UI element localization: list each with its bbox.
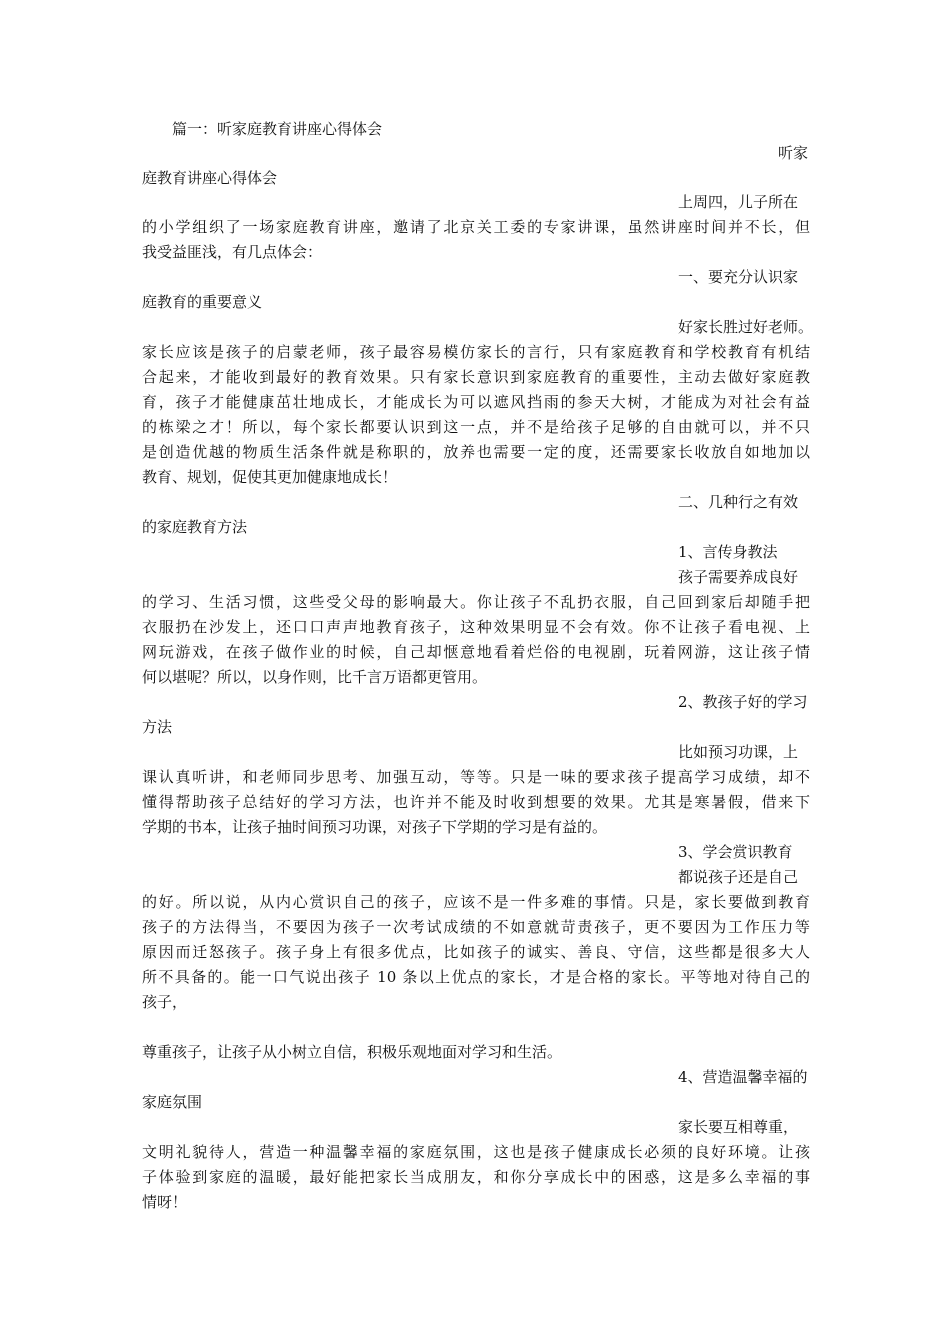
text-line: 文明礼貌待人，营造一种温馨幸福的家庭氛围，这也是孩子健康成长必须的良好环境。让孩 [142, 1143, 810, 1161]
text-line: 家长要互相尊重， [678, 1118, 799, 1136]
text-line: 情呀！ [142, 1193, 188, 1211]
text-line: 学期的书本，让孩子抽时间预习功课，对孩子下学期的学习是有益的。 [142, 818, 608, 836]
subsection-heading-cont: 方法 [142, 718, 173, 736]
text-line: 尊重孩子，让孩子从小树立自信，积极乐观地面对学习和生活。 [142, 1043, 563, 1061]
subsection-heading: 4、营造温馨幸福的 [678, 1068, 808, 1086]
text-line: 衣服扔在沙发上，还口口声声地教育孩子，这种效果明显不会有效。你不让孩子看电视、上 [142, 618, 810, 636]
text-line: 的好。所以说，从内心赏识自己的孩子，应该不是一件多难的事情。只是，家长要做到教育 [142, 893, 810, 911]
text-line: 上周四，儿子所在 [678, 193, 799, 211]
text-line: 是创造优越的物质生活条件就是称职的，放养也需要一定的度，还需要家长收放自如地加以 [142, 443, 810, 461]
text-line: 孩子的方法得当，不要因为孩子一次考试成绩的不如意就苛责孩子，更不要因为工作压力等 [142, 918, 810, 936]
text-line: 都说孩子还是自己 [678, 868, 799, 886]
subsection-heading: 3、学会赏识教育 [678, 843, 793, 861]
text-line: 合起来，才能收到最好的教育效果。只有家长意识到家庭教育的重要性，主动去做好家庭教 [142, 368, 810, 386]
text-line: 教育、规划，促使其更加健康地成长！ [142, 468, 398, 486]
subsection-heading: 1、言传身教法 [678, 543, 778, 561]
text-line: 好家长胜过好老师。 [678, 318, 814, 336]
text-line: 课认真听讲，和老师同步思考、加强互动，等等。只是一味的要求孩子提高学习成绩，却不 [142, 768, 810, 786]
section-heading: 一、要充分认识家 [678, 268, 799, 286]
text-line: 何以堪呢？所以，以身作则，比千言万语都更管用。 [142, 668, 488, 686]
text-line: 的学习、生活习惯，这些受父母的影响最大。你让孩子不乱扔衣服，自己回到家后却随手把 [142, 593, 810, 611]
document-title: 篇一：听家庭教育讲座心得体会 [172, 120, 383, 138]
section-heading-cont: 的家庭教育方法 [142, 518, 248, 536]
subsection-heading-cont: 家庭氛围 [142, 1093, 203, 1111]
text-line: 家长应该是孩子的启蒙老师，孩子最容易模仿家长的言行，只有家庭教育和学校教育有机结 [142, 343, 810, 361]
text-line: 听家 [778, 144, 809, 162]
text-line: 育，孩子才能健康茁壮地成长，才能成长为可以遮风挡雨的参天大树，才能成为对社会有益 [142, 393, 810, 411]
subsection-heading: 2、教孩子好的学习 [678, 693, 808, 711]
text-line: 孩子需要养成良好 [678, 568, 799, 586]
text-line: 比如预习功课，上 [678, 743, 799, 761]
text-line: 孩子， [142, 993, 188, 1011]
text-line: 所不具备的。能一口气说出孩子 10 条以上优点的家长，才是合格的家长。平等地对待自己的 [142, 968, 810, 986]
text-line: 庭教育讲座心得体会 [142, 169, 278, 187]
section-heading: 二、几种行之有效 [678, 493, 799, 511]
text-line: 的栋梁之才！所以，每个家长都要认识到这一点，并不是给孩子足够的自由就可以，并不只 [142, 418, 810, 436]
text-line: 懂得帮助孩子总结好的学习方法，也许并不能及时收到想要的效果。尤其是寒暑假，借来下 [142, 793, 810, 811]
text-line: 网玩游戏，在孩子做作业的时候，自己却惬意地看着烂俗的电视剧，玩着网游，这让孩子情 [142, 643, 810, 661]
text-line: 我受益匪浅，有几点体会： [142, 243, 323, 261]
text-line: 的小学组织了一场家庭教育讲座，邀请了北京关工委的专家讲课，虽然讲座时间并不长，但 [142, 218, 810, 236]
section-heading-cont: 庭教育的重要意义 [142, 293, 263, 311]
text-line: 子体验到家庭的温暖，最好能把家长当成朋友，和你分享成长中的困惑，这是多么幸福的事 [142, 1168, 810, 1186]
text-line: 原因而迁怒孩子。孩子身上有很多优点，比如孩子的诚实、善良、守信，这些都是很多大人 [142, 943, 810, 961]
